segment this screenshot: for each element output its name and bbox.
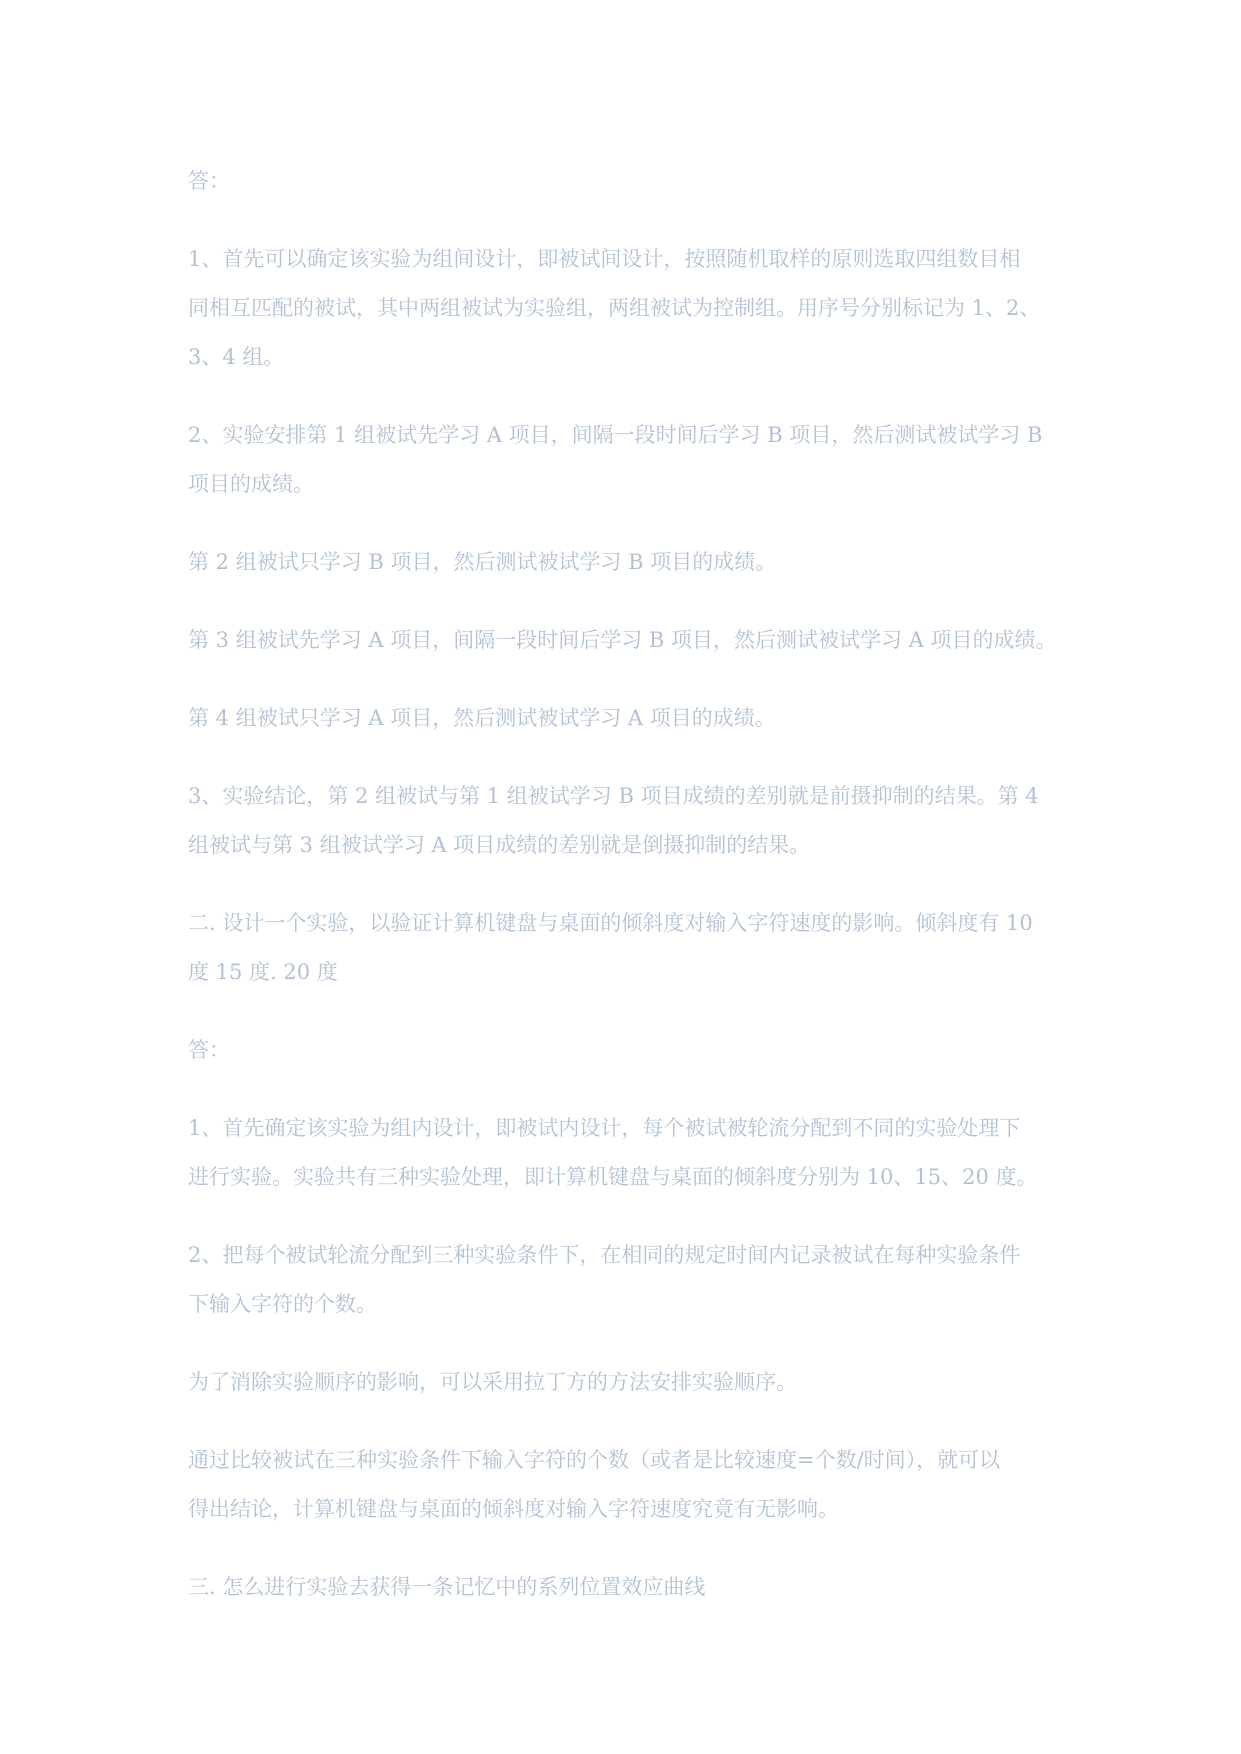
text-line: 第 4 组被试只学习 A 项目，然后测试被试学习 A 项目的成绩。 — [188, 706, 776, 730]
text-line: 3、4 组。 — [188, 345, 285, 369]
text-line: 答： — [188, 169, 230, 193]
text-line: 3、实验结论，第 2 组被试与第 1 组被试学习 B 项目成绩的差别就是前摄抑制的结果。第 4 — [188, 784, 1039, 808]
answer-label — [188, 1026, 1068, 1075]
text-line: 组被试与第 3 组被试学习 A 项目成绩的差别就是倒摄抑制的结果。 — [188, 833, 811, 857]
answer-label — [188, 157, 1068, 206]
text-line: 得出结论，计算机键盘与桌面的倾斜度对输入字符速度究竟有无影响。 — [188, 1497, 839, 1521]
text-line: 1、首先可以确定该实验为组间设计，即被试间设计，按照随机取样的原则选取四组数目相 — [188, 247, 1021, 271]
text-line: 项目的成绩。 — [188, 472, 314, 496]
question-3-heading — [188, 1563, 1068, 1612]
text-line: 答： — [188, 1038, 230, 1062]
paragraph-latin-square — [188, 1358, 1068, 1407]
paragraph-item-1-design — [188, 235, 1068, 382]
document-body — [188, 157, 1068, 1641]
text-line: 第 3 组被试先学习 A 项目，间隔一段时间后学习 B 项目，然后测试被试学习 A 项目的成绩。 — [188, 628, 1057, 652]
text-line: 通过比较被试在三种实验条件下输入字符的个数（或者是比较速度=个数/时间），就可以 — [188, 1448, 1001, 1472]
text-line: 1、首先确定该实验为组内设计，即被试内设计，每个被试被轮流分配到不同的实验处理下 — [188, 1116, 1021, 1140]
text-line: 同相互匹配的被试，其中两组被试为实验组，两组被试为控制组。用序号分别标记为 1、2、 — [188, 296, 1041, 320]
paragraph-comparison — [188, 1436, 1068, 1534]
text-line: 2、把每个被试轮流分配到三种实验条件下，在相同的规定时间内记录被试在每种实验条件 — [188, 1243, 1021, 1267]
text-line: 三. 怎么进行实验去获得一条记忆中的系列位置效应曲线 — [188, 1575, 706, 1599]
paragraph-item-2-arrangement — [188, 411, 1068, 509]
text-line: 二. 设计一个实验，以验证计算机键盘与桌面的倾斜度对输入字符速度的影响。倾斜度有 10 — [188, 911, 1033, 935]
paragraph-item-1-within-design — [188, 1104, 1068, 1202]
paragraph-group-4 — [188, 694, 1068, 743]
text-line: 进行实验。实验共有三种实验处理，即计算机键盘与桌面的倾斜度分别为 10、15、20 度。 — [188, 1165, 1038, 1189]
text-line: 为了消除实验顺序的影响，可以采用拉丁方的方法安排实验顺序。 — [188, 1370, 797, 1394]
text-line: 第 2 组被试只学习 B 项目，然后测试被试学习 B 项目的成绩。 — [188, 550, 777, 574]
text-line: 下输入字符的个数。 — [188, 1292, 377, 1316]
paragraph-group-3 — [188, 616, 1068, 665]
text-line: 2、实验安排第 1 组被试先学习 A 项目，间隔一段时间后学习 B 项目，然后测试被试学习 B — [188, 423, 1043, 447]
paragraph-group-2 — [188, 538, 1068, 587]
text-line: 度 15 度. 20 度 — [188, 960, 338, 984]
paragraph-item-2-procedure — [188, 1231, 1068, 1329]
paragraph-item-3-conclusion — [188, 772, 1068, 870]
question-2-heading — [188, 899, 1068, 997]
